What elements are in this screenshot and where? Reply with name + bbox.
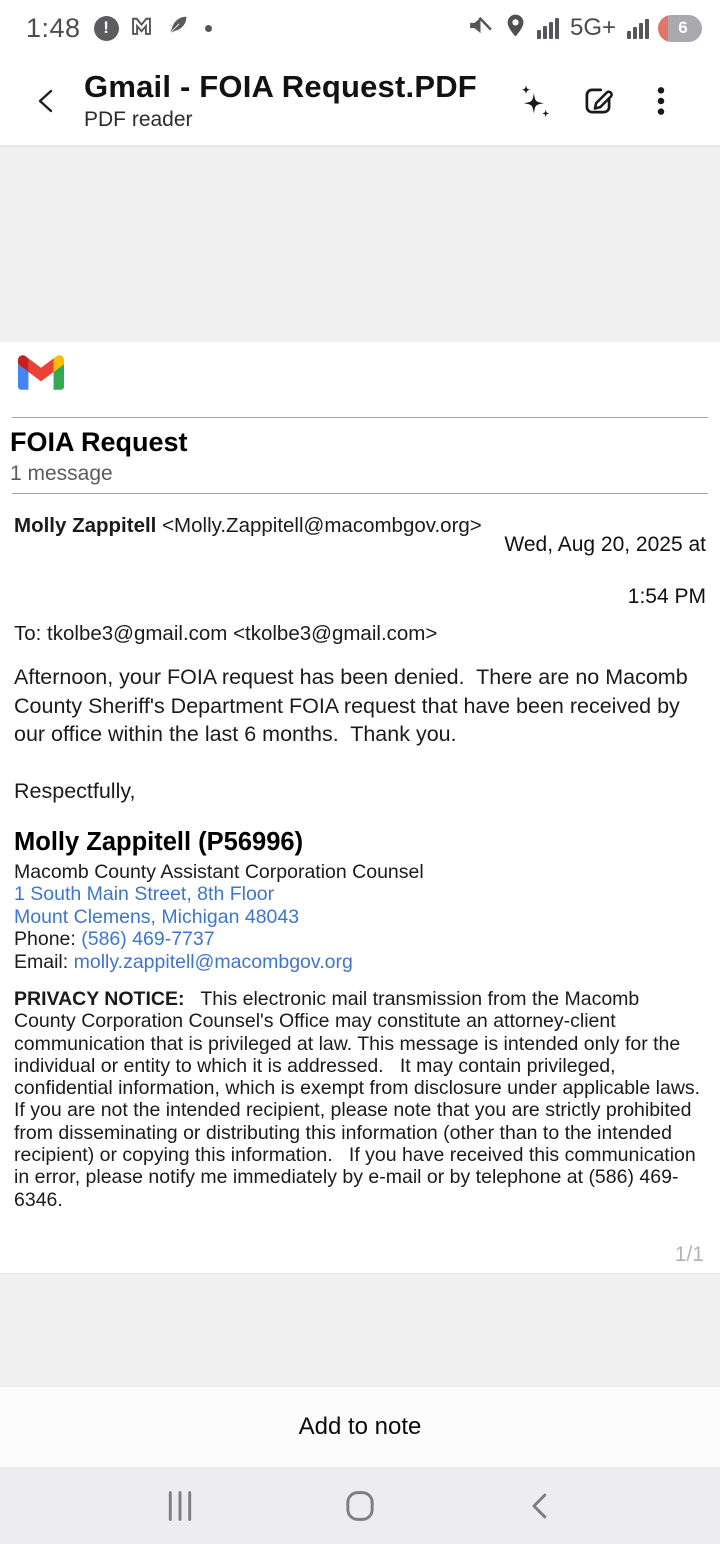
page-indicator: 1/1 (674, 1243, 704, 1266)
email-subject: FOIA Request (10, 427, 188, 457)
battery-icon (658, 15, 702, 42)
back-button[interactable] (22, 77, 70, 125)
sender-email: <Molly.Zappitell@macombgov.org> (156, 514, 482, 537)
clock: 1:48 (26, 12, 81, 43)
header-titles (84, 69, 516, 132)
recents-icon (163, 1489, 197, 1523)
pen-notification-icon (164, 13, 190, 44)
signature-email-row (14, 951, 706, 974)
email-date-line1: Wed, Aug 20, 2025 at (504, 533, 706, 556)
email-date (504, 506, 706, 610)
home-button[interactable] (325, 1476, 395, 1536)
battery-percent: 6 (678, 18, 688, 37)
volume-muted-icon (467, 12, 494, 44)
gmail-logo (18, 355, 64, 390)
sender-name: Molly Zappitell (14, 514, 157, 537)
pdf-viewport-margin-bottom[interactable] (0, 1273, 720, 1387)
address-link-line2[interactable]: Mount Clemens, Michigan 48043 (14, 905, 300, 928)
home-icon (343, 1489, 377, 1523)
pdf-page[interactable] (0, 342, 720, 1273)
phone-label: Phone: (14, 928, 82, 950)
edit-button[interactable] (579, 82, 617, 120)
more-options-button[interactable] (642, 82, 680, 120)
privacy-notice-text: This electronic mail transmission from the Macomb County Corporation Counsel's Office may constitute an attorney-client communication that is privileged at law. This message is intended only for the individual or entity to which it is addressed. It may contain privileged, confidential information, which is exempt from disclosure under applicable laws. If you are not the intended recipient, please note that you are strictly prohibited from disseminating or distributing this information (other than to the intended recipient) or copying this information. If you have received this communication in error, please notify me immediately by e-mail or by telephone at (586) 469-6346. (14, 988, 717, 1211)
add-to-note-bar[interactable] (0, 1387, 720, 1467)
phone-link[interactable]: (586) 469-7737 (81, 928, 215, 950)
exclamation-badge-icon: ! (94, 16, 119, 41)
nav-back-icon (525, 1489, 555, 1523)
divider (12, 493, 708, 494)
pdf-viewport-margin-top[interactable] (0, 146, 720, 342)
recents-button[interactable] (145, 1476, 215, 1536)
sender-row (14, 506, 706, 610)
signal-strength-icon-2 (627, 17, 649, 39)
chevron-left-icon (33, 84, 59, 118)
email-link[interactable]: molly.zappitell@macombgov.org (73, 950, 353, 973)
header-actions (516, 82, 680, 120)
email-label: Email: (14, 950, 74, 973)
sender-info (14, 506, 482, 610)
email-closing: Respectfully, (14, 778, 136, 803)
signal-strength-icon (537, 17, 559, 39)
status-bar-right (467, 12, 702, 44)
location-icon (503, 13, 528, 43)
privacy-notice-label: PRIVACY NOTICE: (14, 988, 185, 1010)
document-title: Gmail - FOIA Request.PDF (84, 69, 477, 104)
ai-assist-button[interactable] (516, 82, 554, 120)
battery-level-fill (658, 15, 668, 42)
message-count: 1 message (10, 462, 113, 485)
add-to-note-button[interactable]: Add to note (298, 1413, 422, 1440)
app-header (0, 56, 720, 146)
more-options-icon (644, 84, 678, 118)
email-body: Afternoon, your FOIA request has been denied. There are no Macomb County Sheriff's Department FOIA request that have been received by our office within the last 6 months. Thank you. (14, 665, 694, 746)
gmail-notification-icon (128, 12, 155, 44)
email-date-line2: 1:54 PM (627, 585, 706, 608)
edit-icon (580, 83, 616, 119)
app-name-label: PDF reader (84, 108, 193, 131)
ai-sparkle-icon (517, 83, 553, 119)
signature-phone-row (14, 928, 706, 951)
signature-name: Molly Zappitell (P56996) (14, 827, 304, 856)
system-navigation-bar (0, 1467, 720, 1544)
signature-job-title: Macomb County Assistant Corporation Counsel (14, 860, 424, 883)
privacy-notice (14, 988, 717, 1211)
recipient-line: To: tkolbe3@gmail.com <tkolbe3@gmail.com> (14, 622, 438, 645)
divider (12, 417, 708, 418)
notification-dot (205, 25, 212, 32)
status-bar (0, 0, 720, 56)
network-type-label: 5G+ (569, 14, 616, 41)
nav-back-button[interactable] (505, 1476, 575, 1536)
address-link-line1[interactable]: 1 South Main Street, 8th Floor (14, 883, 275, 905)
status-bar-left (26, 12, 212, 44)
